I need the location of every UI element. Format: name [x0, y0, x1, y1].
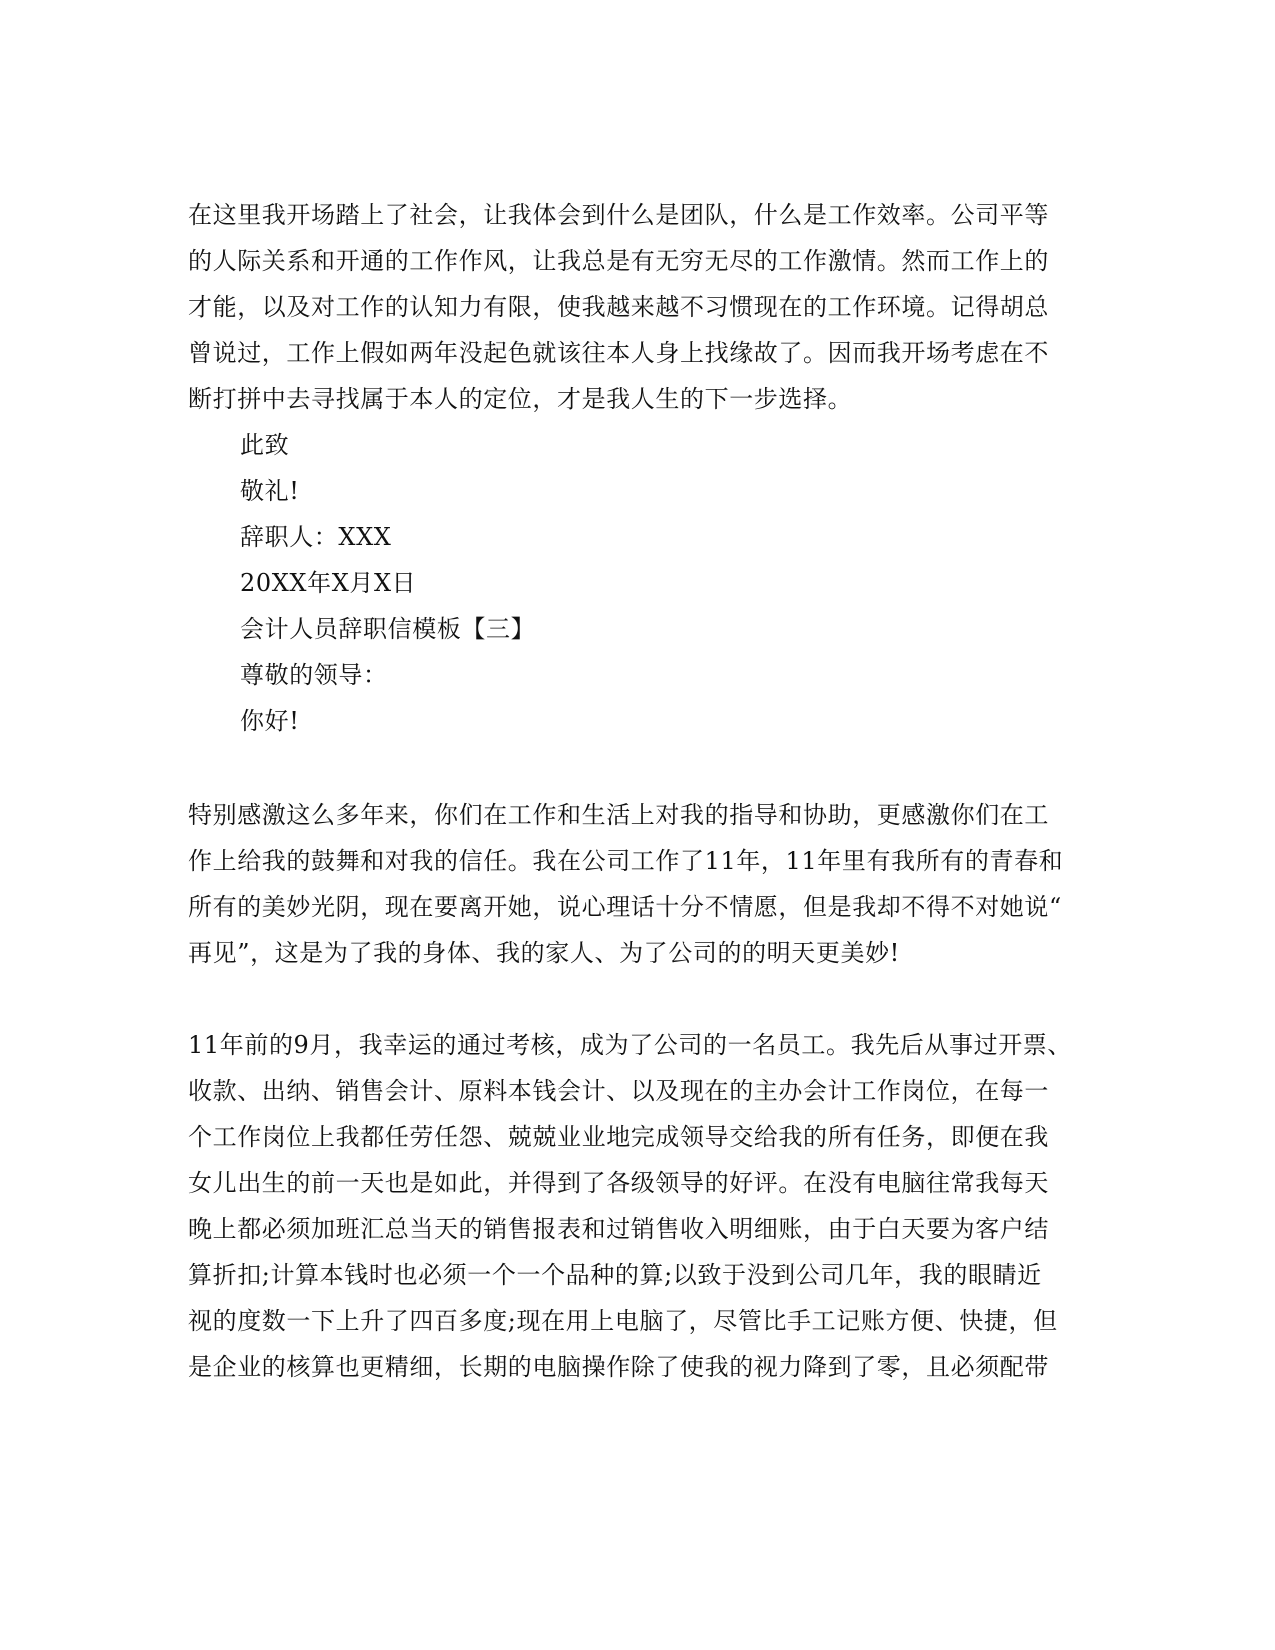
paragraph-line: 再见”，这是为了我的身体、我的家人、为了公司的的明天更美妙!	[188, 939, 900, 967]
paragraph-line: 女儿出生的前一天也是如此，并得到了各级领导的好评。在没有电脑往常我每天	[188, 1169, 1049, 1197]
paragraph-line: 晚上都必须加班汇总当天的销售报表和过销售收入明细账，由于白天要为客户结	[188, 1215, 1049, 1243]
letter-date: 20XX年X月X日	[240, 569, 417, 597]
paragraph-line: 收款、出纳、销售会计、原料本钱会计、以及现在的主办会计工作岗位，在每一	[188, 1077, 1049, 1105]
closing-ci-zhi: 此致	[240, 431, 290, 459]
paragraph-line: 才能，以及对工作的认知力有限，使我越来越不习惯现在的工作环境。记得胡总	[188, 293, 1049, 321]
paragraph-line: 曾说过，工作上假如两年没起色就该往本人身上找缘故了。因而我开场考虑在不	[188, 339, 1049, 367]
salutation: 尊敬的领导：	[240, 661, 388, 689]
paragraph-line: 断打拼中去寻找属于本人的定位，才是我人生的下一步选择。	[188, 385, 853, 413]
paragraph-line: 特别感激这么多年来，你们在工作和生活上对我的指导和协助，更感激你们在工	[188, 801, 1049, 829]
paragraph-line: 在这里我开场踏上了社会，让我体会到什么是团队，什么是工作效率。公司平等	[188, 201, 1049, 229]
paragraph-line: 是企业的核算也更精细，长期的电脑操作除了使我的视力降到了零，且必须配带	[188, 1353, 1049, 1381]
greeting: 你好!	[240, 707, 300, 735]
paragraph-line: 个工作岗位上我都任劳任怨、兢兢业业地完成领导交给我的所有任务，即便在我	[188, 1123, 1049, 1151]
paragraph-line: 视的度数一下上升了四百多度;现在用上电脑了，尽管比手工记账方便、快捷，但	[188, 1307, 1058, 1335]
paragraph-line: 的人际关系和开通的工作作风，让我总是有无穷无尽的工作激情。然而工作上的	[188, 247, 1049, 275]
paragraph-line: 11年前的9月，我幸运的通过考核，成为了公司的一名员工。我先后从事过开票、	[188, 1031, 1073, 1059]
section-title: 会计人员辞职信模板【三】	[240, 615, 536, 643]
paragraph-line: 算折扣;计算本钱时也必须一个一个品种的算;以致于没到公司几年，我的眼睛近	[188, 1261, 1042, 1289]
closing-jing-li: 敬礼!	[240, 477, 300, 505]
paragraph-line: 所有的美妙光阴，现在要离开她，说心理话十分不情愿，但是我却不得不对她说“	[188, 893, 1062, 921]
resigner-signature: 辞职人：XXX	[240, 523, 392, 551]
paragraph-line: 作上给我的鼓舞和对我的信任。我在公司工作了11年，11年里有我所有的青春和	[188, 847, 1064, 875]
